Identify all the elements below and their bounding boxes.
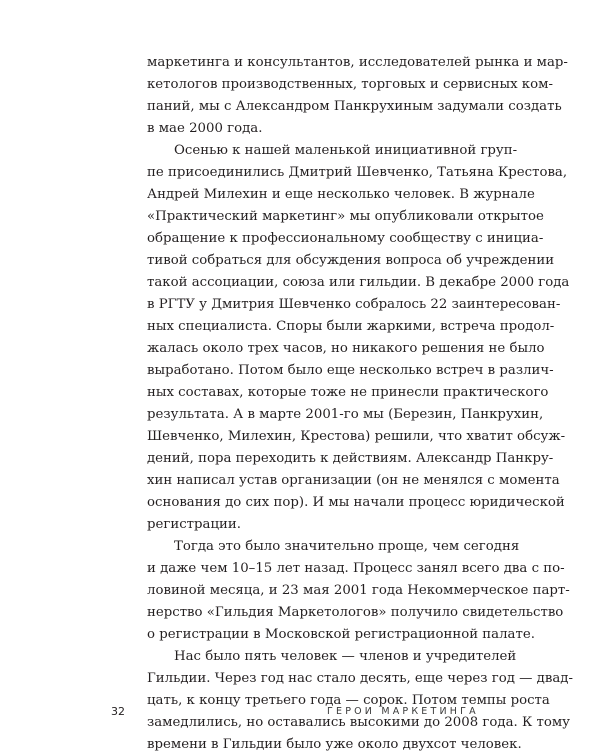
- text-line: в РГТУ у Дмитрия Шевченко собралось 22 заинтересован-: [147, 297, 561, 312]
- text-line: Гильдии. Через год нас стало десять, еще через год — двад-: [147, 671, 573, 686]
- text-line: нерство «Гильдия Маркетологов» получило свидетельство: [147, 605, 564, 620]
- text-line: «Практический маркетинг» мы опубликовали открытое: [147, 209, 544, 224]
- text-line: хин написал устав организации (он не менялся с момента: [147, 473, 560, 488]
- text-line: дений, пора переходить к действиям. Александр Панкру-: [147, 451, 554, 466]
- text-line: обращение к профессиональному сообществу с инициа-: [147, 231, 544, 246]
- text-line: основания до сих пор). И мы начали процесс юридической: [147, 495, 565, 510]
- text-line: времени в Гильдии было уже около двухсот человек.: [147, 737, 522, 752]
- text-line: такой ассоциации, союза или гильдии. В декабре 2000 года: [147, 275, 570, 290]
- text-line: Андрей Милехин и еще несколько человек. В журнале: [147, 187, 535, 202]
- text-line: и даже чем 10–15 лет назад. Процесс занял всего два с по-: [147, 561, 565, 576]
- text-line: пе присоединились Дмитрий Шевченко, Татьяна Крестова,: [147, 165, 568, 180]
- paragraph-first-line: Осенью к нашей маленькой инициативной груп-: [174, 143, 518, 158]
- text-line: паний, мы с Александром Панкрухиным задумали создать: [147, 99, 562, 114]
- text-line: Шевченко, Милехин, Крестова) решили, что хватит обсуж-: [147, 429, 566, 444]
- text-line: тивой собраться для обсуждения вопроса об учреждении: [147, 253, 555, 268]
- text-line: выработано. Потом было еще несколько встреч в различ-: [147, 363, 554, 378]
- text-line: замедлились, но оставались высокими до 2008 года. К тому: [147, 715, 571, 730]
- text-line: маркетинга и консультантов, исследователей рынка и мар-: [147, 55, 568, 70]
- paragraph-first-line: Нас было пять человек — членов и учредителей: [174, 649, 517, 664]
- paragraph-first-line: Тогда это было значительно проще, чем сегодня: [174, 539, 520, 554]
- running-title: ГЕРОИ МАРКЕТИНГА: [327, 706, 479, 717]
- text-line: результата. А в марте 2001-го мы (Березин, Панкрухин,: [147, 407, 544, 422]
- text-line: ных составах, которые тоже не принесли практического: [147, 385, 549, 400]
- text-line: цать, к концу третьего года — сорок. Потом темпы роста: [147, 693, 550, 708]
- text-line: кетологов производственных, торговых и сервисных ком-: [147, 77, 553, 92]
- text-line: ных специалиста. Споры были жаркими, встреча продол-: [147, 319, 555, 334]
- page-footer: [0, 702, 600, 722]
- text-line: жалась около трех часов, но никакого решения не было: [147, 341, 545, 356]
- text-line: ловиной месяца, и 23 мая 2001 года Некоммерческое парт-: [147, 583, 570, 598]
- text-line: в мае 2000 года.: [147, 121, 263, 136]
- text-line: регистрации.: [147, 517, 241, 532]
- page-number: 32: [111, 705, 125, 718]
- text-line: о регистрации в Московской регистрационной палате.: [147, 627, 535, 642]
